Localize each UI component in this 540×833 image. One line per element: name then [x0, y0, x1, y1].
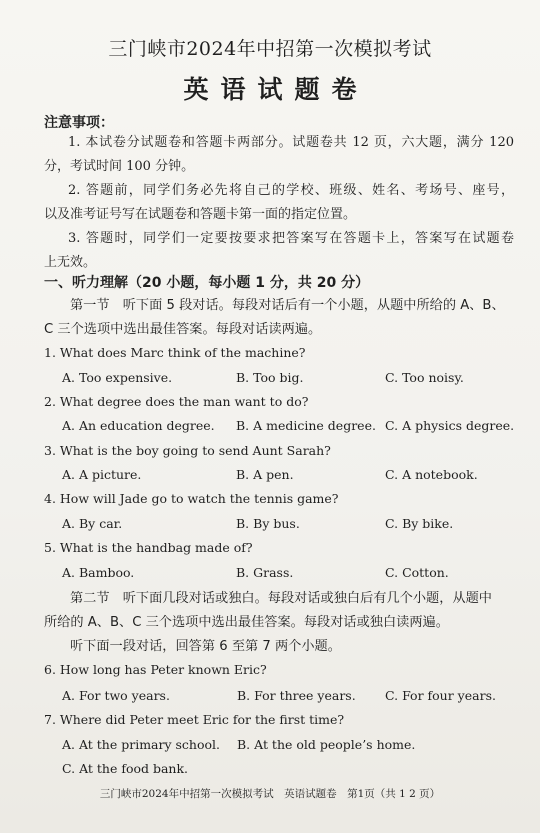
option-a: A. Too expensive. — [62, 370, 173, 385]
notice-item-2-line-1: 2. 答题前，同学们务必先将自己的学校、班级、姓名、考场号、座号， — [68, 183, 514, 198]
option-b: B. At the old people’s home. — [237, 737, 416, 752]
question-stem: 6. How long has Peter known Eric? — [44, 662, 267, 677]
option-c: C. Too noisy. — [385, 370, 464, 385]
paper-title: 英语试题卷 — [183, 75, 369, 104]
notice-item-3-line-1: 3. 答题时，同学们一定要按要求把答案写在答题卡上，答案写在试题卷 — [68, 231, 514, 246]
notice-item-1-line-1: 1. 本试卷分试题卷和答题卡两部分。试题卷共 12 页，六大题，满分 120 — [68, 135, 514, 150]
option-b: B. A medicine degree. — [236, 418, 376, 433]
part2-instruction-line-1: 第二节 听下面几段对话或独白。每段对话或独白后有几个小题，从题中 — [70, 591, 492, 606]
question-stem: 3. What is the boy going to send Aunt Sarah? — [44, 443, 331, 458]
part1-instruction-line-2: C 三个选项中选出最佳答案。每段对话读两遍。 — [44, 322, 322, 337]
option-c: C. At the food bank. — [62, 761, 189, 776]
notice-item-3-line-2: 上无效。 — [44, 255, 97, 270]
option-c: C. A notebook. — [385, 467, 478, 482]
option-c: C. By bike. — [385, 516, 454, 531]
question-stem: 1. What does Marc think of the machine? — [44, 345, 306, 360]
section-heading-listening: 一、听力理解（20 小题，每小题 1 分，共 20 分） — [44, 275, 370, 291]
option-a: A. A picture. — [62, 467, 142, 482]
part1-instruction-line-1: 第一节 听下面 5 段对话。每段对话后有一个小题，从题中所给的 A、B、 — [70, 298, 505, 313]
option-a: A. At the primary school. — [62, 737, 221, 752]
notice-heading: 注意事项： — [44, 115, 114, 131]
question-stem: 5. What is the handbag made of? — [44, 540, 253, 555]
notice-item-2-line-2: 以及准考证号写在试题卷和答题卡第一面的指定位置。 — [44, 207, 357, 222]
option-b: B. By bus. — [236, 516, 300, 531]
option-b: B. A pen. — [236, 467, 294, 482]
option-a: A. By car. — [62, 516, 123, 531]
question-stem: 7. Where did Peter meet Eric for the first time? — [44, 712, 345, 727]
option-b: B. Grass. — [236, 565, 294, 580]
option-c: C. Cotton. — [385, 565, 449, 580]
option-a: A. An education degree. — [62, 418, 215, 433]
part2-sub-instruction: 听下面一段对话，回答第 6 至第 7 两个小题。 — [70, 639, 341, 654]
page-footer: 三门峡市2024年中招第一次模拟考试 英语试题卷 第1页（共 1 2 页） — [99, 788, 441, 800]
option-c: C. For four years. — [385, 688, 496, 703]
question-stem: 4. How will Jade go to watch the tennis game? — [44, 491, 339, 506]
notice-item-1-line-2: 分，考试时间 100 分钟。 — [44, 159, 195, 174]
part2-instruction-line-2: 所给的 A、B、C 三个选项中选出最佳答案。每段对话或独白读两遍。 — [44, 615, 449, 630]
option-a: A. Bamboo. — [62, 565, 135, 580]
option-c: C. A physics degree. — [385, 418, 515, 433]
exam-title: 三门峡市2024年中招第一次模拟考试 — [108, 38, 432, 60]
question-stem: 2. What degree does the man want to do? — [44, 394, 309, 409]
option-b: B. For three years. — [237, 688, 356, 703]
option-a: A. For two years. — [62, 688, 170, 703]
option-b: B. Too big. — [236, 370, 304, 385]
